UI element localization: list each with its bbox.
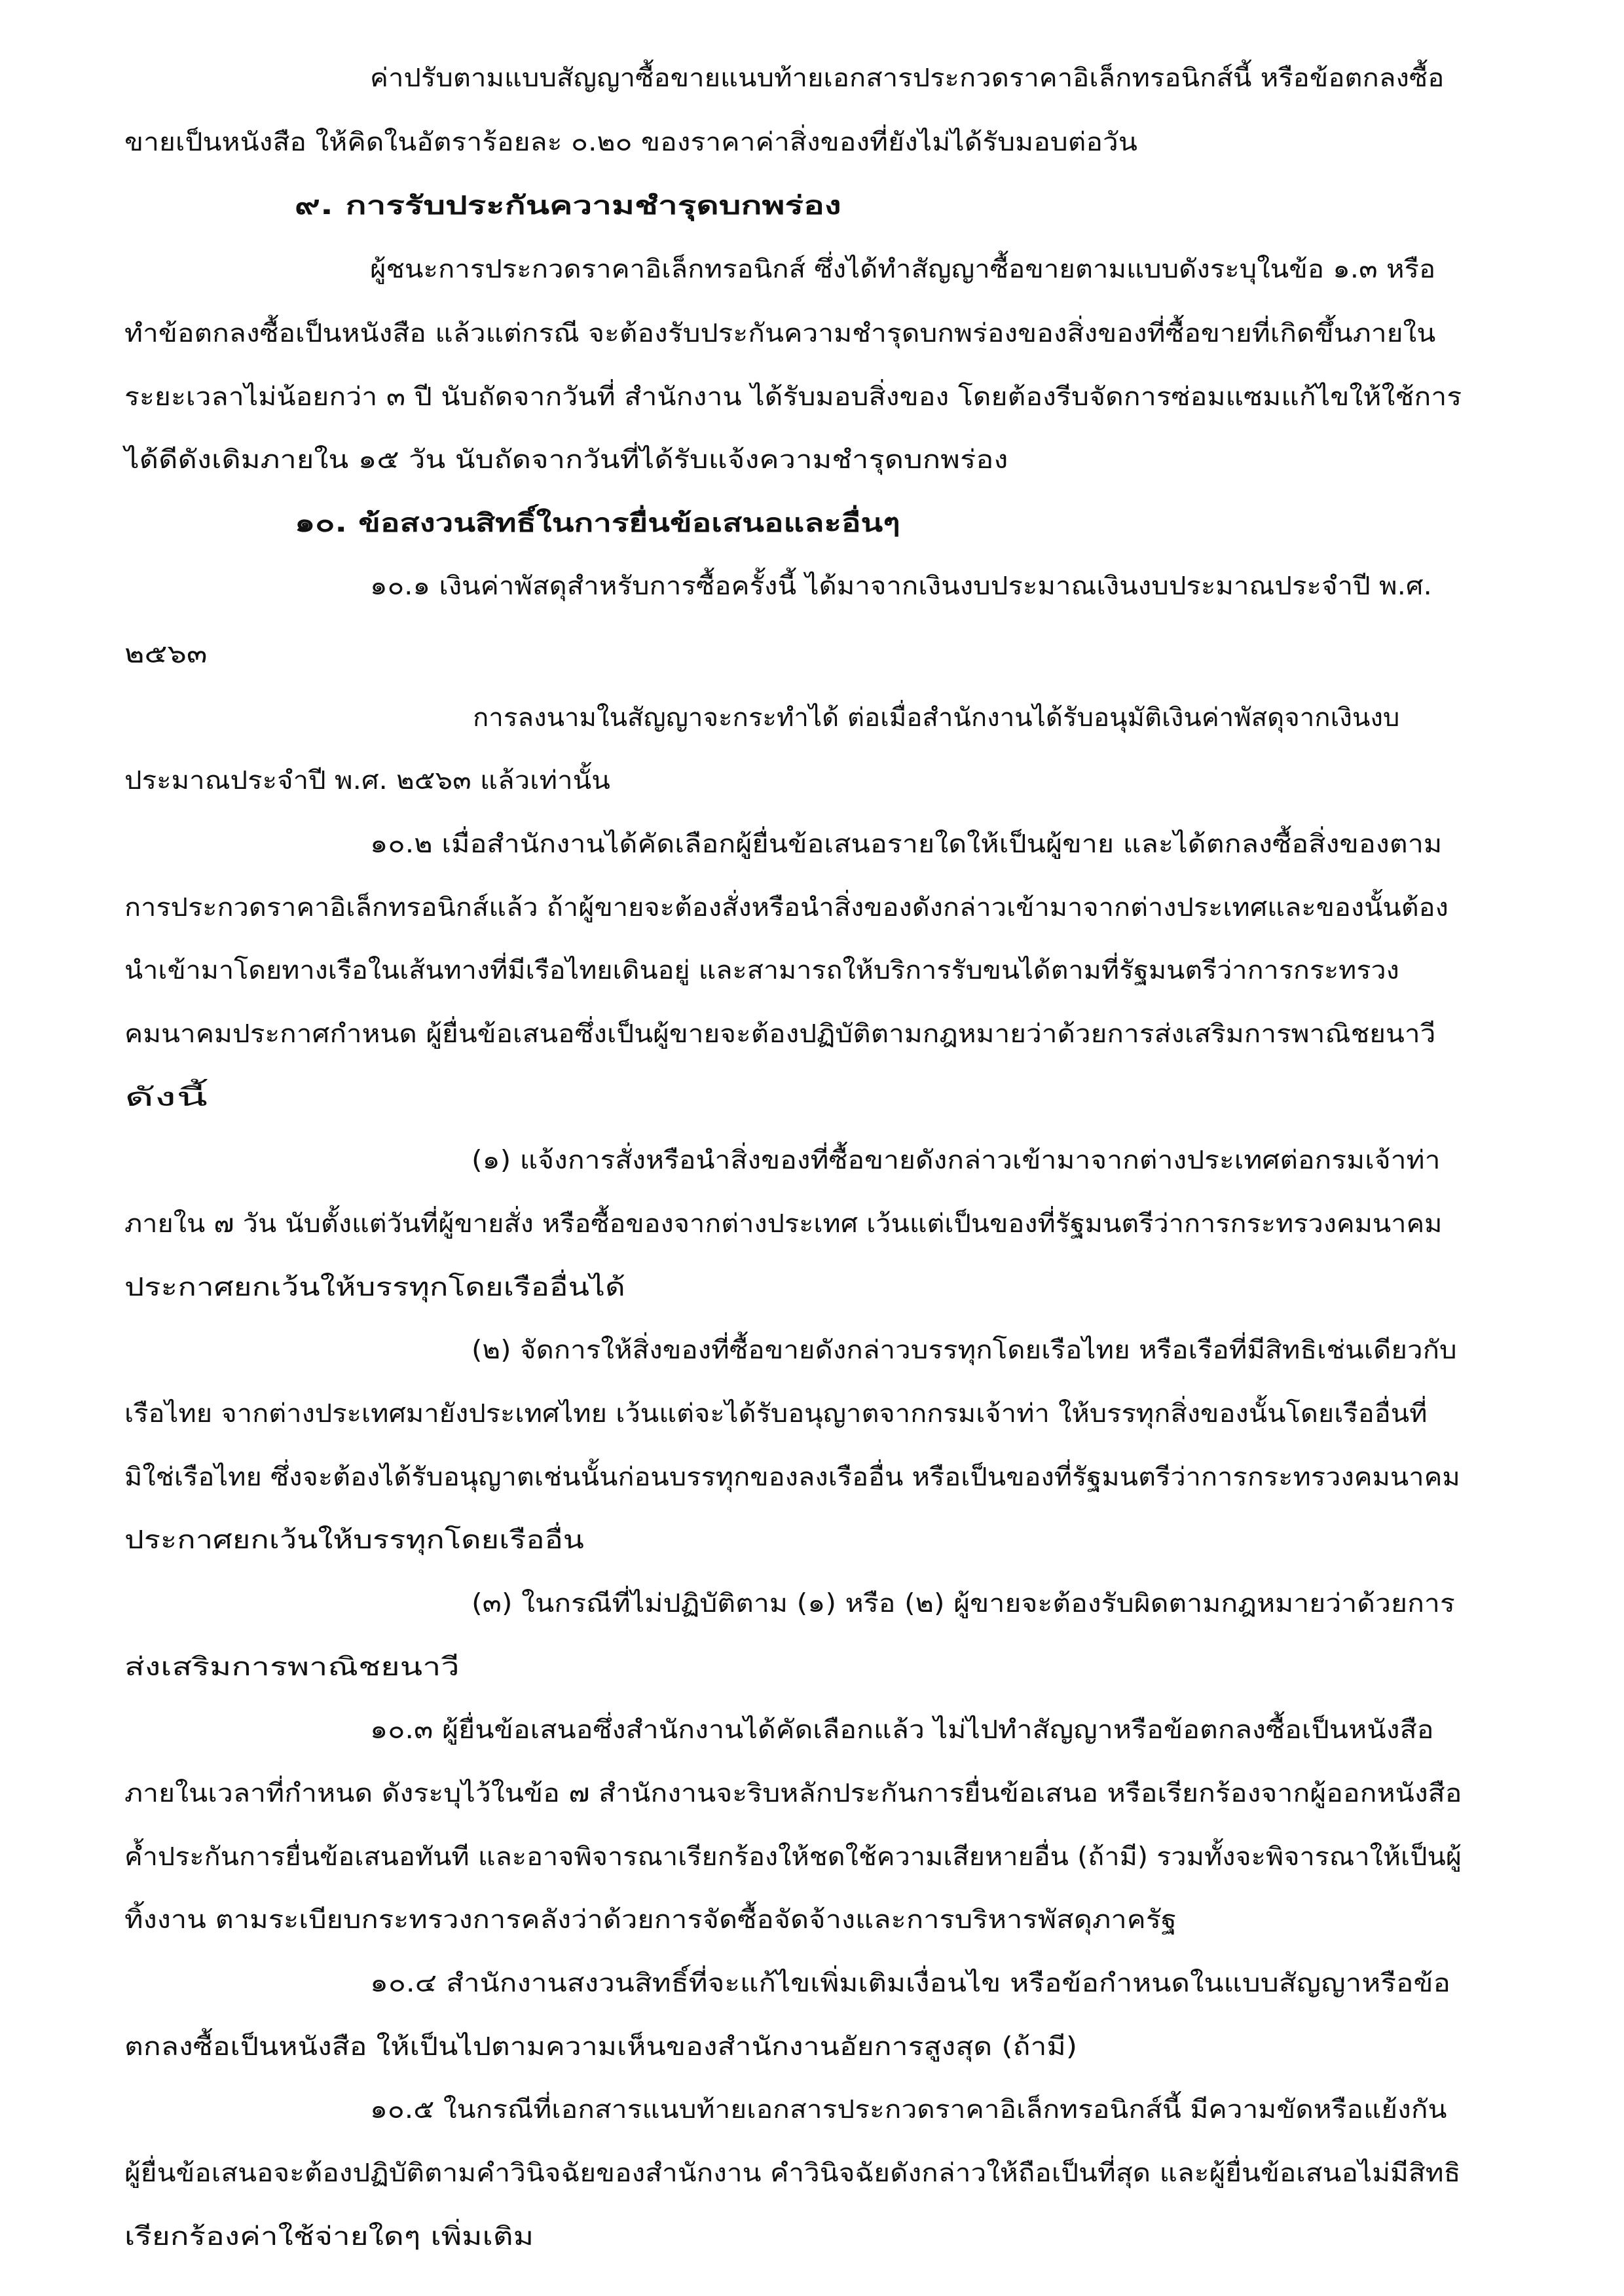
text-line: ได้ดีดังเดิมภายใน ๑๕ วัน นับถัดจากวันที่ได้รับแจ้งความชำรุดบกพร่อง	[124, 445, 1008, 475]
text-line: ขายเป็นหนังสือ ให้คิดในอัตราร้อยละ ๐.๒๐ ของราคาค่าสิ่งของที่ยังไม่ได้รับมอบต่อวัน	[124, 128, 1137, 157]
text-line: ๑๐.๓ ผู้ยื่นข้อเสนอซึ่งสำนักงานได้คัดเลือกแล้ว ไม่ไปทำสัญญาหรือข้อตกลงซื้อเป็นหนังสือ	[370, 1715, 1434, 1745]
text-line: การลงนามในสัญญาจะกระทำได้ ต่อเมื่อสำนักงานได้รับอนุมัติเงินค่าพัสดุจากเงินงบ	[473, 703, 1400, 733]
text-line: ๑๐.๔ สำนักงานสงวนสิทธิ์ที่จะแก้ไขเพิ่มเติมเงื่อนไข หรือข้อกำหนดในแบบสัญญาหรือข้อ	[370, 1969, 1450, 1998]
text-line: ประมาณประจำปี พ.ศ. ๒๕๖๓ แล้วเท่านั้น	[124, 766, 610, 795]
text-line: คมนาคมประกาศกำหนด ผู้ยื่นข้อเสนอซึ่งเป็นผู้ขายจะต้องปฏิบัติตามกฎหมายว่าด้วยการส่งเสริมการพาณิชยนาวี	[124, 1019, 1436, 1049]
text-line: ระยะเวลาไม่น้อยกว่า ๓ ปี นับถัดจากวันที่ สำนักงาน ได้รับมอบสิ่งของ โดยต้องรีบจัดการซ่อมแซมแก้ไขให้ใช้การ	[124, 382, 1462, 412]
text-line: (๒) จัดการให้สิ่งของที่ซื้อขายดังกล่าวบรรทุกโดยเรือไทย หรือเรือที่มีสิทธิเช่นเดียวกับ	[471, 1336, 1457, 1365]
text-line: ค่าปรับตามแบบสัญญาซื้อขายแนบท้ายเอกสารประกวดราคาอิเล็กทรอนิกส์นี้ หรือข้อตกลงซื้อ	[370, 64, 1445, 93]
text-line: ๑๐.๒ เมื่อสำนักงานได้คัดเลือกผู้ยื่นข้อเสนอรายใดให้เป็นผู้ขาย และได้ตกลงซื้อสิ่งของตาม	[370, 829, 1443, 859]
text-line: การประกวดราคาอิเล็กทรอนิกส์แล้ว ถ้าผู้ขายจะต้องสั่งหรือนำสิ่งของดังกล่าวเข้ามาจากต่างประเทศและของนั้นต้อง	[124, 893, 1449, 922]
text-line: ดังนี้	[124, 1083, 208, 1112]
text-line: นำเข้ามาโดยทางเรือในเส้นทางที่มีเรือไทยเดินอยู่ และสามารถให้บริการรับขนได้ตามที่รัฐมนตรีว่าการกระทรวง	[124, 956, 1399, 985]
text-line: ทำข้อตกลงซื้อเป็นหนังสือ แล้วแต่กรณี จะต้องรับประกันความชำรุดบกพร่องของสิ่งของที่ซื้อขายที่เกิดขึ้นภายใน	[124, 319, 1436, 348]
text-line: ส่งเสริมการพาณิชยนาวี	[124, 1652, 460, 1682]
text-line: เรียกร้องค่าใช้จ่ายใดๆ เพิ่มเติม	[124, 2222, 534, 2251]
text-line: ทิ้งงาน ตามระเบียบกระทรวงการคลังว่าด้วยการจัดซื้อจัดจ้างและการบริหารพัสดุภาครัฐ	[124, 1905, 1177, 1935]
text-line: เรือไทย จากต่างประเทศมายังประเทศไทย เว้นแต่จะได้รับอนุญาตจากกรมเจ้าท่า ให้บรรทุกสิ่งของนั้นโดยเรืออื่นที่	[124, 1399, 1428, 1429]
text-line: ภายในเวลาที่กำหนด ดังระบุไว้ในข้อ ๗ สำนักงานจะริบหลักประกันการยื่นข้อเสนอ หรือเรียกร้องจากผู้ออกหนังสือ	[124, 1779, 1462, 1808]
text-line: (๓) ในกรณีที่ไม่ปฏิบัติตาม (๑) หรือ (๒) ผู้ขายจะต้องรับผิดตามกฎหมายว่าด้วยการ	[471, 1589, 1455, 1618]
section-heading-10: ๑๐. ข้อสงวนสิทธิ์ในการยื่นข้อเสนอและอื่นๆ	[295, 509, 900, 538]
text-line: ผู้ยื่นข้อเสนอจะต้องปฏิบัติตามคำวินิจฉัยของสำนักงาน คำวินิจฉัยดังกล่าวให้ถือเป็นที่สุด และผู้ยื่นข้อเสนอไม่มีสิทธิ	[124, 2159, 1461, 2188]
text-line: ๑๐.๕ ในกรณีที่เอกสารแนบท้ายเอกสารประกวดราคาอิเล็กทรอนิกส์นี้ มีความขัดหรือแย้งกัน	[370, 2095, 1447, 2124]
text-line: ประกาศยกเว้นให้บรรทุกโดยเรืออื่นได้	[124, 1273, 625, 1302]
text-line: ค้ำประกันการยื่นข้อเสนอทันที และอาจพิจารณาเรียกร้องให้ชดใช้ความเสียหายอื่น (ถ้ามี) รวมทั้งจะพิจารณาให้เป็นผู้	[124, 1842, 1462, 1872]
text-line: ๑๐.๑ เงินค่าพัสดุสำหรับการซื้อครั้งนี้ ได้มาจากเงินงบประมาณเงินงบประมาณประจำปี พ.ศ.	[370, 572, 1432, 601]
text-line: ภายใน ๗ วัน นับตั้งแต่วันที่ผู้ขายสั่ง หรือซื้อของจากต่างประเทศ เว้นแต่เป็นของที่รัฐมนตรีว่าการกระทรวงคมนาคม	[124, 1209, 1443, 1239]
text-line: ๒๕๖๓	[124, 640, 208, 669]
text-line: ผู้ชนะการประกวดราคาอิเล็กทรอนิกส์ ซึ่งได้ทำสัญญาซื้อขายตามแบบดังระบุในข้อ ๑.๓ หรือ	[370, 255, 1436, 284]
text-line: ประกาศยกเว้นให้บรรทุกโดยเรืออื่น	[124, 1525, 584, 1555]
text-line: ตกลงซื้อเป็นหนังสือ ให้เป็นไปตามความเห็นของสำนักงานอัยการสูงสุด (ถ้ามี)	[124, 2032, 1078, 2062]
text-line: (๑) แจ้งการสั่งหรือนำสิ่งของที่ซื้อขายดังกล่าวเข้ามาจากต่างประเทศต่อกรมเจ้าท่า	[471, 1146, 1441, 1175]
text-line: มิใช่เรือไทย ซึ่งจะต้องได้รับอนุญาตเช่นนั้นก่อนบรรทุกของลงเรืออื่น หรือเป็นของที่รัฐมนตรีว่าการกระทรวงคมนาคม	[124, 1463, 1460, 1492]
section-heading-9: ๙. การรับประกันความชำรุดบกพร่อง	[295, 191, 841, 221]
